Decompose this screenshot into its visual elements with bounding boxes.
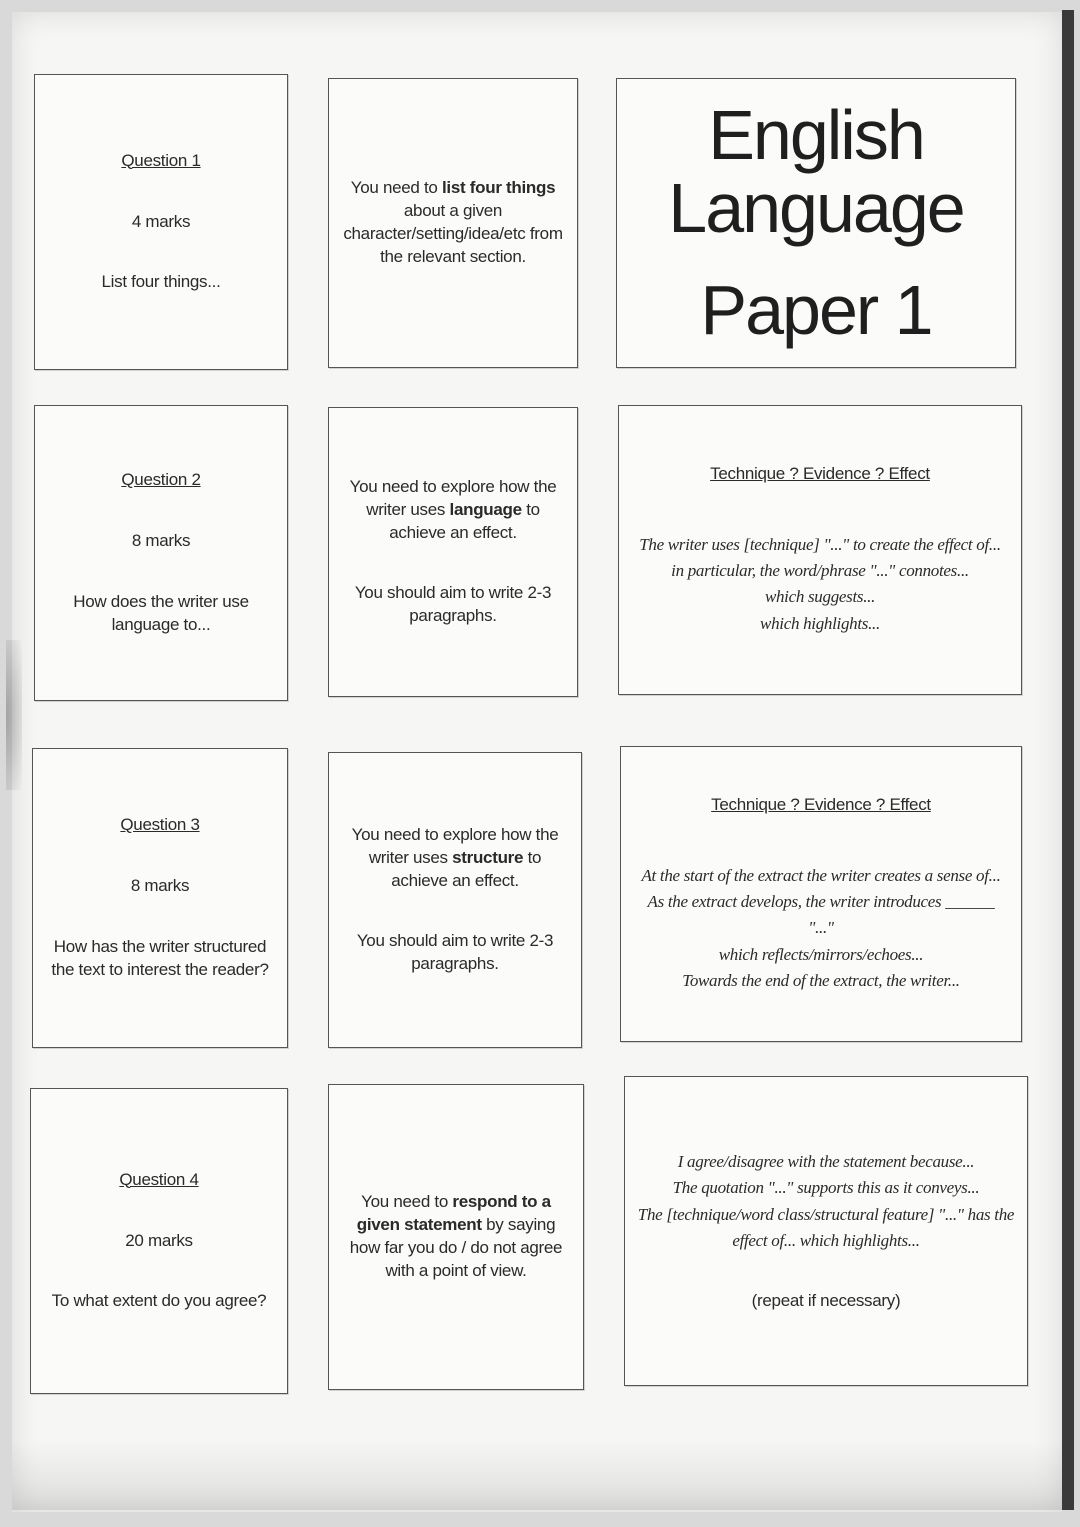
question-prompt: To what extent do you agree? bbox=[51, 1291, 267, 1311]
question-marks: 4 marks bbox=[131, 211, 191, 231]
guidance-text: You need to explore how the writer uses structure to achieve an effect. bbox=[351, 824, 559, 890]
question-heading: Question 4 bbox=[119, 1169, 199, 1189]
guidance-text: You need to explore how the writer uses language to achieve an effect. bbox=[349, 476, 557, 542]
question-marks: 20 marks bbox=[125, 1230, 193, 1250]
frame-line: The [technique/word class/structural feature] "..." has the effect of... which highlights... bbox=[637, 1204, 1015, 1250]
question-1-guidance bbox=[328, 78, 578, 368]
question-2-guidance bbox=[328, 407, 578, 697]
guidance-aim: You should aim to write 2-3 paragraphs. bbox=[356, 931, 554, 974]
frame-line: I agree/disagree with the statement because... bbox=[677, 1151, 975, 1171]
question-heading: Question 1 bbox=[121, 150, 201, 170]
frame-heading: Technique ? Evidence ? Effect bbox=[711, 794, 931, 814]
frame-line: in particular, the word/phrase "..." connotes... bbox=[671, 561, 969, 581]
question-4-guidance bbox=[328, 1084, 584, 1390]
question-2-card bbox=[34, 405, 288, 701]
title-card bbox=[616, 78, 1016, 368]
question-4-card bbox=[30, 1088, 288, 1394]
frame-note: (repeat if necessary) bbox=[751, 1291, 901, 1311]
question-1-card bbox=[34, 74, 288, 370]
paper-subtitle: Paper 1 bbox=[700, 270, 932, 349]
question-4-frame bbox=[624, 1076, 1028, 1386]
scan-edge bbox=[1062, 10, 1074, 1510]
frame-line: which highlights... bbox=[760, 613, 880, 633]
guidance-aim: You should aim to write 2-3 paragraphs. bbox=[354, 583, 552, 626]
frame-line: Towards the end of the extract, the writer... bbox=[682, 970, 960, 990]
question-prompt: How does the writer use language to... bbox=[73, 592, 249, 634]
question-3-frame bbox=[620, 746, 1022, 1042]
paper-title: English Language bbox=[668, 95, 964, 248]
frame-line: The quotation "..." supports this as it conveys... bbox=[672, 1178, 980, 1198]
question-3-guidance bbox=[328, 752, 582, 1048]
question-prompt: List four things... bbox=[101, 272, 221, 292]
question-heading: Question 3 bbox=[120, 815, 200, 835]
frame-line: The writer uses [technique] "..." to create the effect of... bbox=[639, 534, 1001, 554]
frame-line: At the start of the extract the writer creates a sense of... bbox=[641, 865, 1001, 885]
frame-heading: Technique ? Evidence ? Effect bbox=[710, 463, 930, 483]
frame-line: As the extract develops, the writer introduces ______ "..." bbox=[647, 891, 995, 938]
guidance-text: You need to list four things about a given character/setting/idea/etc from the relevant section. bbox=[343, 178, 563, 266]
frame-line: which reflects/mirrors/echoes... bbox=[718, 944, 924, 964]
frame-line: which suggests... bbox=[764, 587, 876, 607]
question-3-card bbox=[32, 748, 288, 1048]
question-heading: Question 2 bbox=[121, 470, 201, 490]
scan-mark bbox=[6, 640, 22, 790]
question-marks: 8 marks bbox=[131, 531, 191, 551]
question-2-frame bbox=[618, 405, 1022, 695]
guidance-text: You need to respond to a given statement by saying how far you do / do not agree with a point of view. bbox=[349, 1192, 563, 1280]
question-prompt: How has the writer structured the text to interest the reader? bbox=[51, 937, 269, 979]
scan-shadow bbox=[12, 1440, 1062, 1510]
question-marks: 8 marks bbox=[130, 876, 190, 896]
